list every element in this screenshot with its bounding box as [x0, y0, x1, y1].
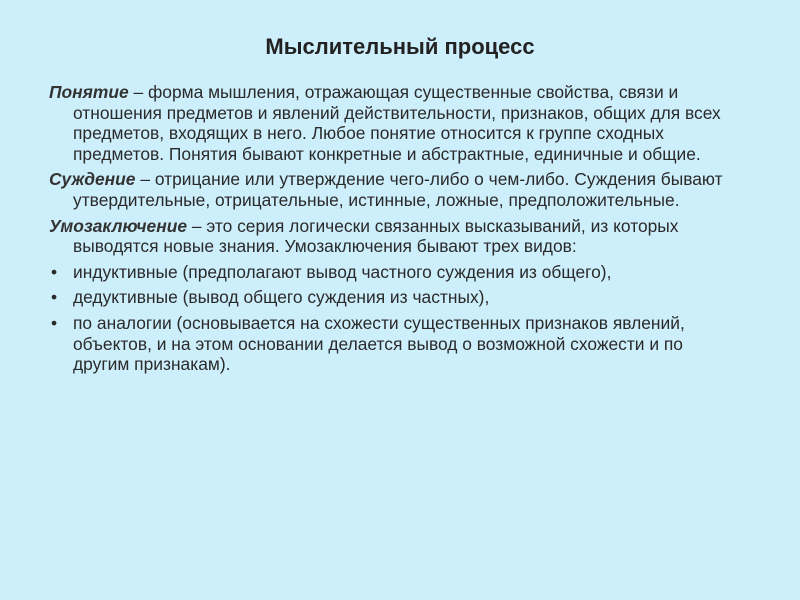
term-judgment: Суждение: [49, 169, 136, 190]
definition-inference: [49, 216, 739, 257]
list-item: [49, 287, 739, 308]
list-item: [49, 313, 739, 375]
definition-concept-text: – форма мышления, отражающая существенные свойства, связи и отношения предметов и явлений действительности, признаков, общих для всех предметов, входящих в него. Любое понятие относится к группе сходных предметов. Понятия бывают конкретные и абстрактные, единичные и общие.: [73, 82, 721, 164]
slide-content: [49, 82, 739, 380]
inference-types-list: [49, 262, 739, 375]
term-concept: Понятие: [49, 82, 129, 102]
list-item-text: индуктивные (предполагают вывод частного суждения из общего),: [73, 261, 612, 282]
definition-judgment: [49, 169, 739, 210]
definition-concept: [49, 82, 739, 164]
list-item-text: по аналогии (основывается на схожести существенных признаков явлений, объектов, и на этом основании делается вывод о возможной схожести и по другим признакам).: [73, 312, 685, 375]
definition-judgment-text: – отрицание или утверждение чего-либо о чем-либо. Суждения бывают утвердительные, отрицательные, истинные, ложные, предположительные.: [73, 169, 723, 210]
list-item-text: дедуктивные (вывод общего суждения из частных),: [73, 287, 490, 308]
list-item: [49, 262, 739, 283]
bullet-icon: •: [51, 261, 58, 282]
term-inference: Умозаключение: [49, 215, 187, 236]
definition-inference-text: – это серия логически связанных высказываний, из которых выводятся новые знания. Умозаключения бывают трех видов:: [73, 215, 679, 257]
bullet-icon: •: [51, 312, 58, 333]
slide-title: Мыслительный процесс: [265, 34, 535, 59]
bullet-icon: •: [51, 287, 58, 308]
